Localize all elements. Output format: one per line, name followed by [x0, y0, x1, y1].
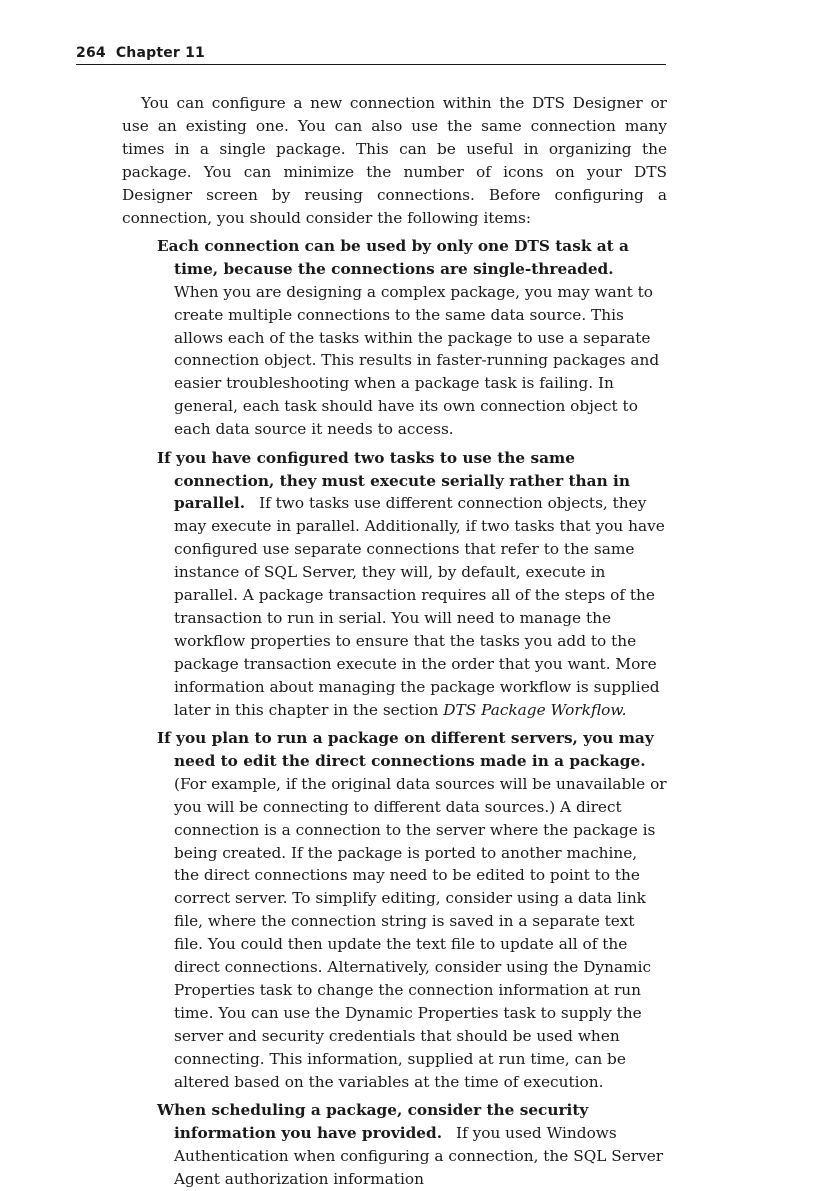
list-item-text: If you used Windows Authentication when configuring a connection, the SQL Server Agent authorization information: [174, 1123, 664, 1188]
list-item-text: If two tasks use different connection objects, they may execute in parallel. Additionally, if two tasks that you have configured use separate connections that refer to the same instance of SQL Server, they will, by default, execute in parallel. A package transaction requires all of the steps of the transaction to run in serial. You will need to manage the workflow properties to ensure that the tasks you add to the package transaction execute in the order that you want. More information about managing the package workflow is supplied later in this chapter in the section: [174, 494, 665, 719]
list-item-term: If you have configured two tasks to use the same connection, they must execute serially rather than in parallel.: [157, 448, 630, 513]
list-item-term: When scheduling a package, consider the security information you have provided.: [157, 1100, 589, 1142]
chapter-title: Chapter 11: [115, 45, 205, 61]
list-item-scheduling-security: [157, 1099, 667, 1191]
page-body: [122, 92, 667, 1191]
list-item-serial-execution: [157, 447, 667, 722]
running-header: [76, 44, 666, 65]
page-number: 264: [76, 45, 106, 61]
section-reference: DTS Package Workflow.: [443, 700, 627, 719]
list-item-different-servers: [157, 727, 667, 1094]
list-item-term: If you plan to run a package on different servers, you may need to edit the direct connections made in a package.: [157, 728, 654, 770]
list-item-term: Each connection can be used by only one DTS task at a time, because the connections are single-threaded.: [157, 236, 629, 278]
list-item-text: When you are designing a complex package, you may want to create multiple connections to the same data source. This allows each of the tasks within the package to use a separate connection object. This results in faster-running packages and easier troubleshooting when a package task is failing. In general, each task should have its own connection object to each data source it needs to access.: [174, 282, 660, 439]
list-item-text: (For example, if the original data sources will be unavailable or you will be connecting to different data sources.) A direct connection is a connection to the server where the package is being created. If the package is ported to another machine, the direct connections may need to be edited to point to the correct server. To simplify editing, consider using a data link file, where the connection string is saved in a separate text file. You could then update the text file to update all of the direct connections. Alternatively, consider using the Dynamic Properties task to change the connection information at run time. You can use the Dynamic Properties task to supply the server and security credentials that should be used when connecting. This information, supplied at run time, can be altered based on the variables at the time of execution.: [174, 774, 667, 1091]
intro-paragraph: You can configure a new connection within the DTS Designer or use an existing one. You can also use the same connection many times in a single package. This can be useful in organizing the package. You can minimize the number of icons on your DTS Designer screen by reusing connections. Before configuring a connection, you should consider the following items:: [122, 94, 667, 227]
list-item-single-threaded: [157, 235, 667, 441]
